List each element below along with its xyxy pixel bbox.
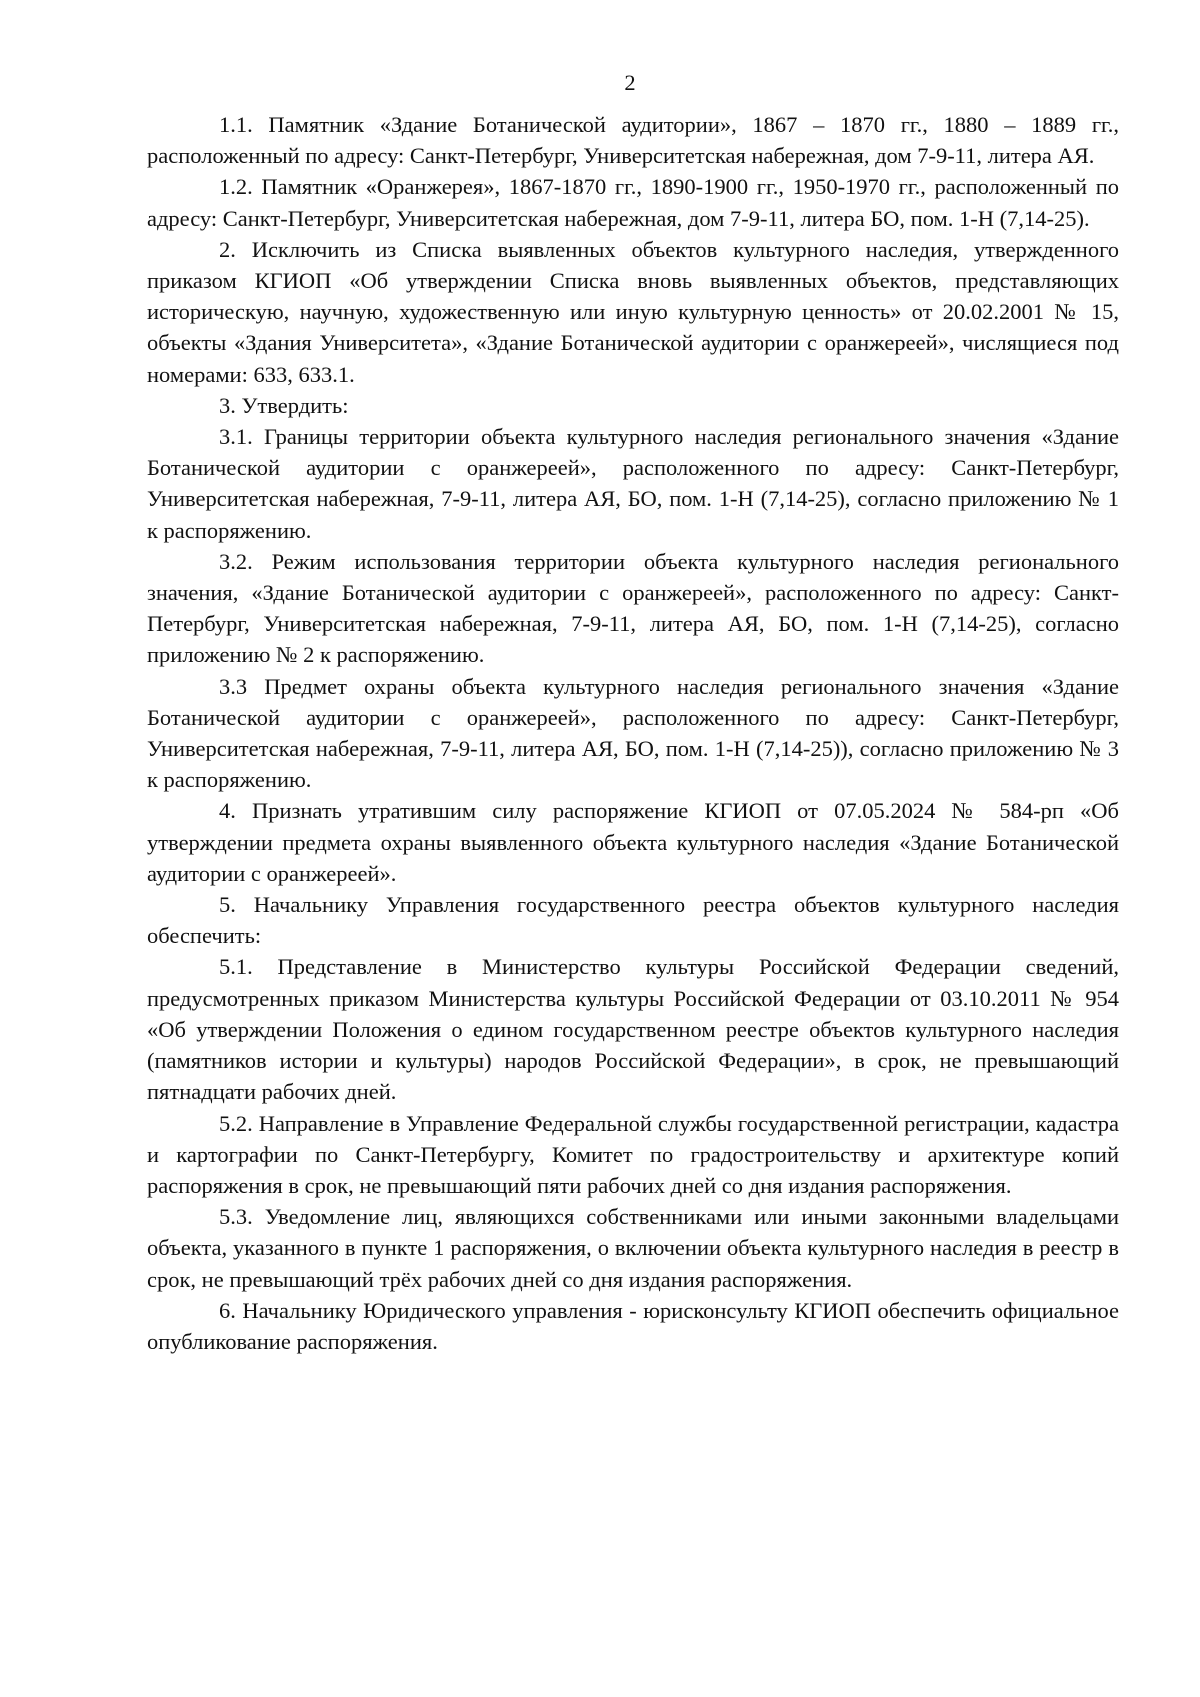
paragraph-3-2: 3.2. Режим использования территории объекта культурного наследия регионального значения, «Здание Ботанической аудитории с оранжереей», расположенного по адресу: Санкт-Петербург, Университетская набережная, 7-9-11, литера АЯ, БО, пом. 1-Н (7,14-25), согласно приложению № 2 к распоряжению. (147, 548, 1119, 668)
paragraph-1-1: 1.1. Памятник «Здание Ботанической аудитории», 1867 – 1870 гг., 1880 – 1889 гг., расположенный по адресу: Санкт-Петербург, Университетская набережная, дом 7-9-11, литера АЯ. (147, 112, 1119, 169)
page-number: 2 (624, 70, 636, 95)
paragraph-5-3: 5.3. Уведомление лиц, являющихся собственниками или иными законными владельцами объекта, указанного в пункте 1 распоряжения, о включении объекта культурного наследия в реестр в срок, не превышающий трёх рабочих дней со дня издания распоряжения. (147, 1204, 1119, 1292)
paragraph-1-2: 1.2. Памятник «Оранжерея», 1867-1870 гг., 1890-1900 гг., 1950-1970 гг., расположенный по адресу: Санкт-Петербург, Университетская набережная, дом 7-9-11, литера БО, пом. 1-Н (7,14-25). (147, 174, 1119, 231)
document-body (147, 109, 1119, 1357)
paragraph-2: 2. Исключить из Списка выявленных объектов культурного наследия, утвержденного приказом КГИОП «Об утверждении Списка вновь выявленных объектов, представляющих историческую, научную, художественную или иную культурную ценность» от 20.02.2001 № 15, объекты «Здания Университета», «Здание Ботанической аудитории с оранжереей», числящиеся под номерами: 633, 633.1. (147, 236, 1119, 387)
paragraph-3-3: 3.3 Предмет охраны объекта культурного наследия регионального значения «Здание Ботанической аудитории с оранжереей», расположенного по адресу: Санкт-Петербург, Университетская набережная, 7-9-11, литера АЯ, БО, пом. 1-Н (7,14-25)), согласно приложению № 3 к распоряжению. (147, 673, 1119, 793)
paragraph-6: 6. Начальнику Юридического управления - юрисконсульту КГИОП обеспечить официальное опубликование распоряжения. (147, 1297, 1119, 1354)
paragraph-4: 4. Признать утратившим силу распоряжение КГИОП от 07.05.2024 № 584-рп «Об утверждении предмета охраны выявленного объекта культурного наследия «Здание Ботанической аудитории с оранжереей». (147, 798, 1119, 886)
paragraph-3-1: 3.1. Границы территории объекта культурного наследия регионального значения «Здание Ботанической аудитории с оранжереей», расположенного по адресу: Санкт-Петербург, Университетская набережная, 7-9-11, литера АЯ, БО, пом. 1-Н (7,14-25), согласно приложению № 1 к распоряжению. (147, 424, 1119, 543)
paragraph-5-1: 5.1. Представление в Министерство культуры Российской Федерации сведений, предусмотренных приказом Министерства культуры Российской Федерации от 03.10.2011 № 954 «Об утверждении Положения о едином государственном реестре объектов культурного наследия (памятников истории и культуры) народов Российской Федерации», в срок, не превышающий пятнадцати рабочих дней. (147, 954, 1119, 1105)
paragraph-3: 3. Утвердить: (219, 392, 349, 418)
paragraph-5-2: 5.2. Направление в Управление Федеральной службы государственной регистрации, кадастра и картографии по Санкт-Петербургу, Комитет по градостроительству и архитектуре копий распоряжения в срок, не превышающий пяти рабочих дней со дня издания распоряжения. (147, 1110, 1119, 1198)
paragraph-5: 5. Начальнику Управления государственного реестра объектов культурного наследия обеспечить: (147, 892, 1119, 949)
